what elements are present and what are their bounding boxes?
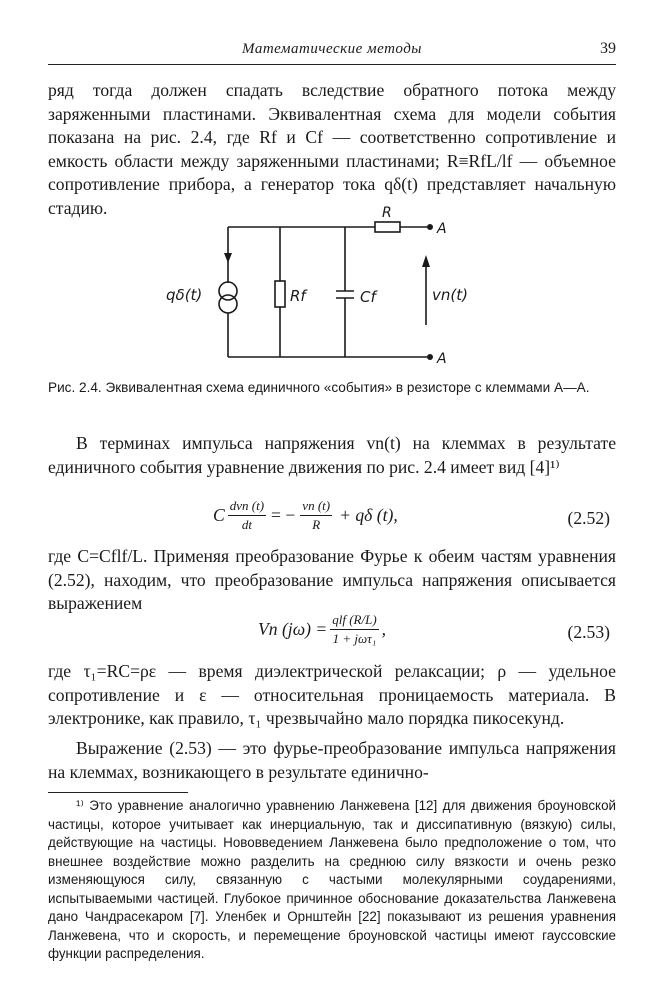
paragraph-1: ряд тогда должен спадать вследствие обратного потока между заряженными пластинами. Эквивалентная схема для модели события показана на рис. 2.4, где Rf и Cf — соответственно сопротивление и емкость области между заряженными пластинами; R≡RfL/lf — объемное сопротивление прибора, а генератор тока qδ(t) представляет начальную стадию. — [48, 80, 616, 218]
eq252-lhs: C — [213, 505, 225, 525]
eq253-lhs: Vn (jω) = — [258, 619, 328, 639]
eq252-rest: + qδ (t), — [339, 505, 398, 525]
eq252-fraction-1 — [228, 498, 266, 533]
eq253-frac-num: qlf (R/L) — [330, 612, 378, 630]
eq252-frac2-num: vn (t) — [300, 498, 332, 516]
eq252-number: (2.52) — [567, 508, 610, 528]
label-r: R — [382, 205, 392, 221]
eq253-number: (2.53) — [567, 622, 610, 642]
eq252-frac2-den: R — [312, 517, 321, 532]
footnote: ¹⁾ Это уравнение аналогично уравнению Ланжевена [12] для движения броуновской частицы, которое учитывает как инерциальную, так и диссипативную (вязкую) силы, действующие на частицы. Нововведением Ланжевена было предположение о том, что внешнее воздействие можно разделить на среднюю силу вязкости и очень резко изменяющуюся силу, связанную с частыми молекулярными соударениями, испытываемыми частицей. Глубокое причинное обоснование доказательства Ланжевена дано Чандрасекаром [7]. Уленбек и Орнштейн [22] показывают из решения уравнения Ланжевена, что и скорость, и перемещение броуновской частицы имеют гауссовские функции распределения. — [48, 798, 616, 961]
paragraph-3: где C=Cflf/L. Применяя преобразование Фурье к обеим частям уравнения (2.52), находим, что преобразование импульса напряжения описывается выражением — [48, 546, 616, 614]
eq252-frac1-den: dt — [241, 517, 252, 532]
figure-caption: Рис. 2.4. Эквивалентная схема единичного «события» в резисторе с клеммами А—А. — [48, 380, 590, 395]
label-voltage: vn(t) — [432, 286, 468, 304]
equivalent-circuit-diagram — [150, 205, 470, 375]
label-terminal-bottom: A — [437, 351, 447, 367]
equation-2-53 — [48, 612, 616, 654]
eq252-fraction-2 — [300, 498, 332, 533]
eq253-frac-den: 1 + jωτ₁ — [332, 631, 377, 646]
eq252-equals: = − — [271, 505, 296, 525]
label-cf: Cf — [360, 288, 376, 306]
equation-2-52 — [48, 498, 616, 540]
label-rf: Rf — [290, 287, 306, 305]
eq252-frac1-num: dvn (t) — [228, 498, 266, 516]
paragraph-2: В терминах импульса напряжения vn(t) на клеммах в результате единичного события уравнение движения по рис. 2.4 имеет вид [4]¹⁾ — [48, 433, 616, 477]
paragraph-4: где τ₁=RC=ρε — время диэлектрической релаксации; ρ — удельное сопротивление и ε — относительная проницаемость материала. В электронике, как правило, τ₁ чрезвычайно мало порядка пикосекунд. — [48, 661, 616, 729]
page-number: 39 — [600, 40, 616, 57]
page-header — [48, 38, 616, 65]
running-title: Математические методы — [242, 41, 422, 57]
footnote-rule — [48, 792, 188, 793]
label-source: qδ(t) — [166, 286, 203, 304]
eq253-fraction — [330, 612, 378, 647]
label-terminal-top: A — [437, 221, 447, 237]
paragraph-5: Выражение (2.53) — это фурье-преобразование импульса напряжения на клеммах, возникающего в результате единично- — [48, 738, 616, 782]
eq253-rest: , — [381, 619, 387, 639]
